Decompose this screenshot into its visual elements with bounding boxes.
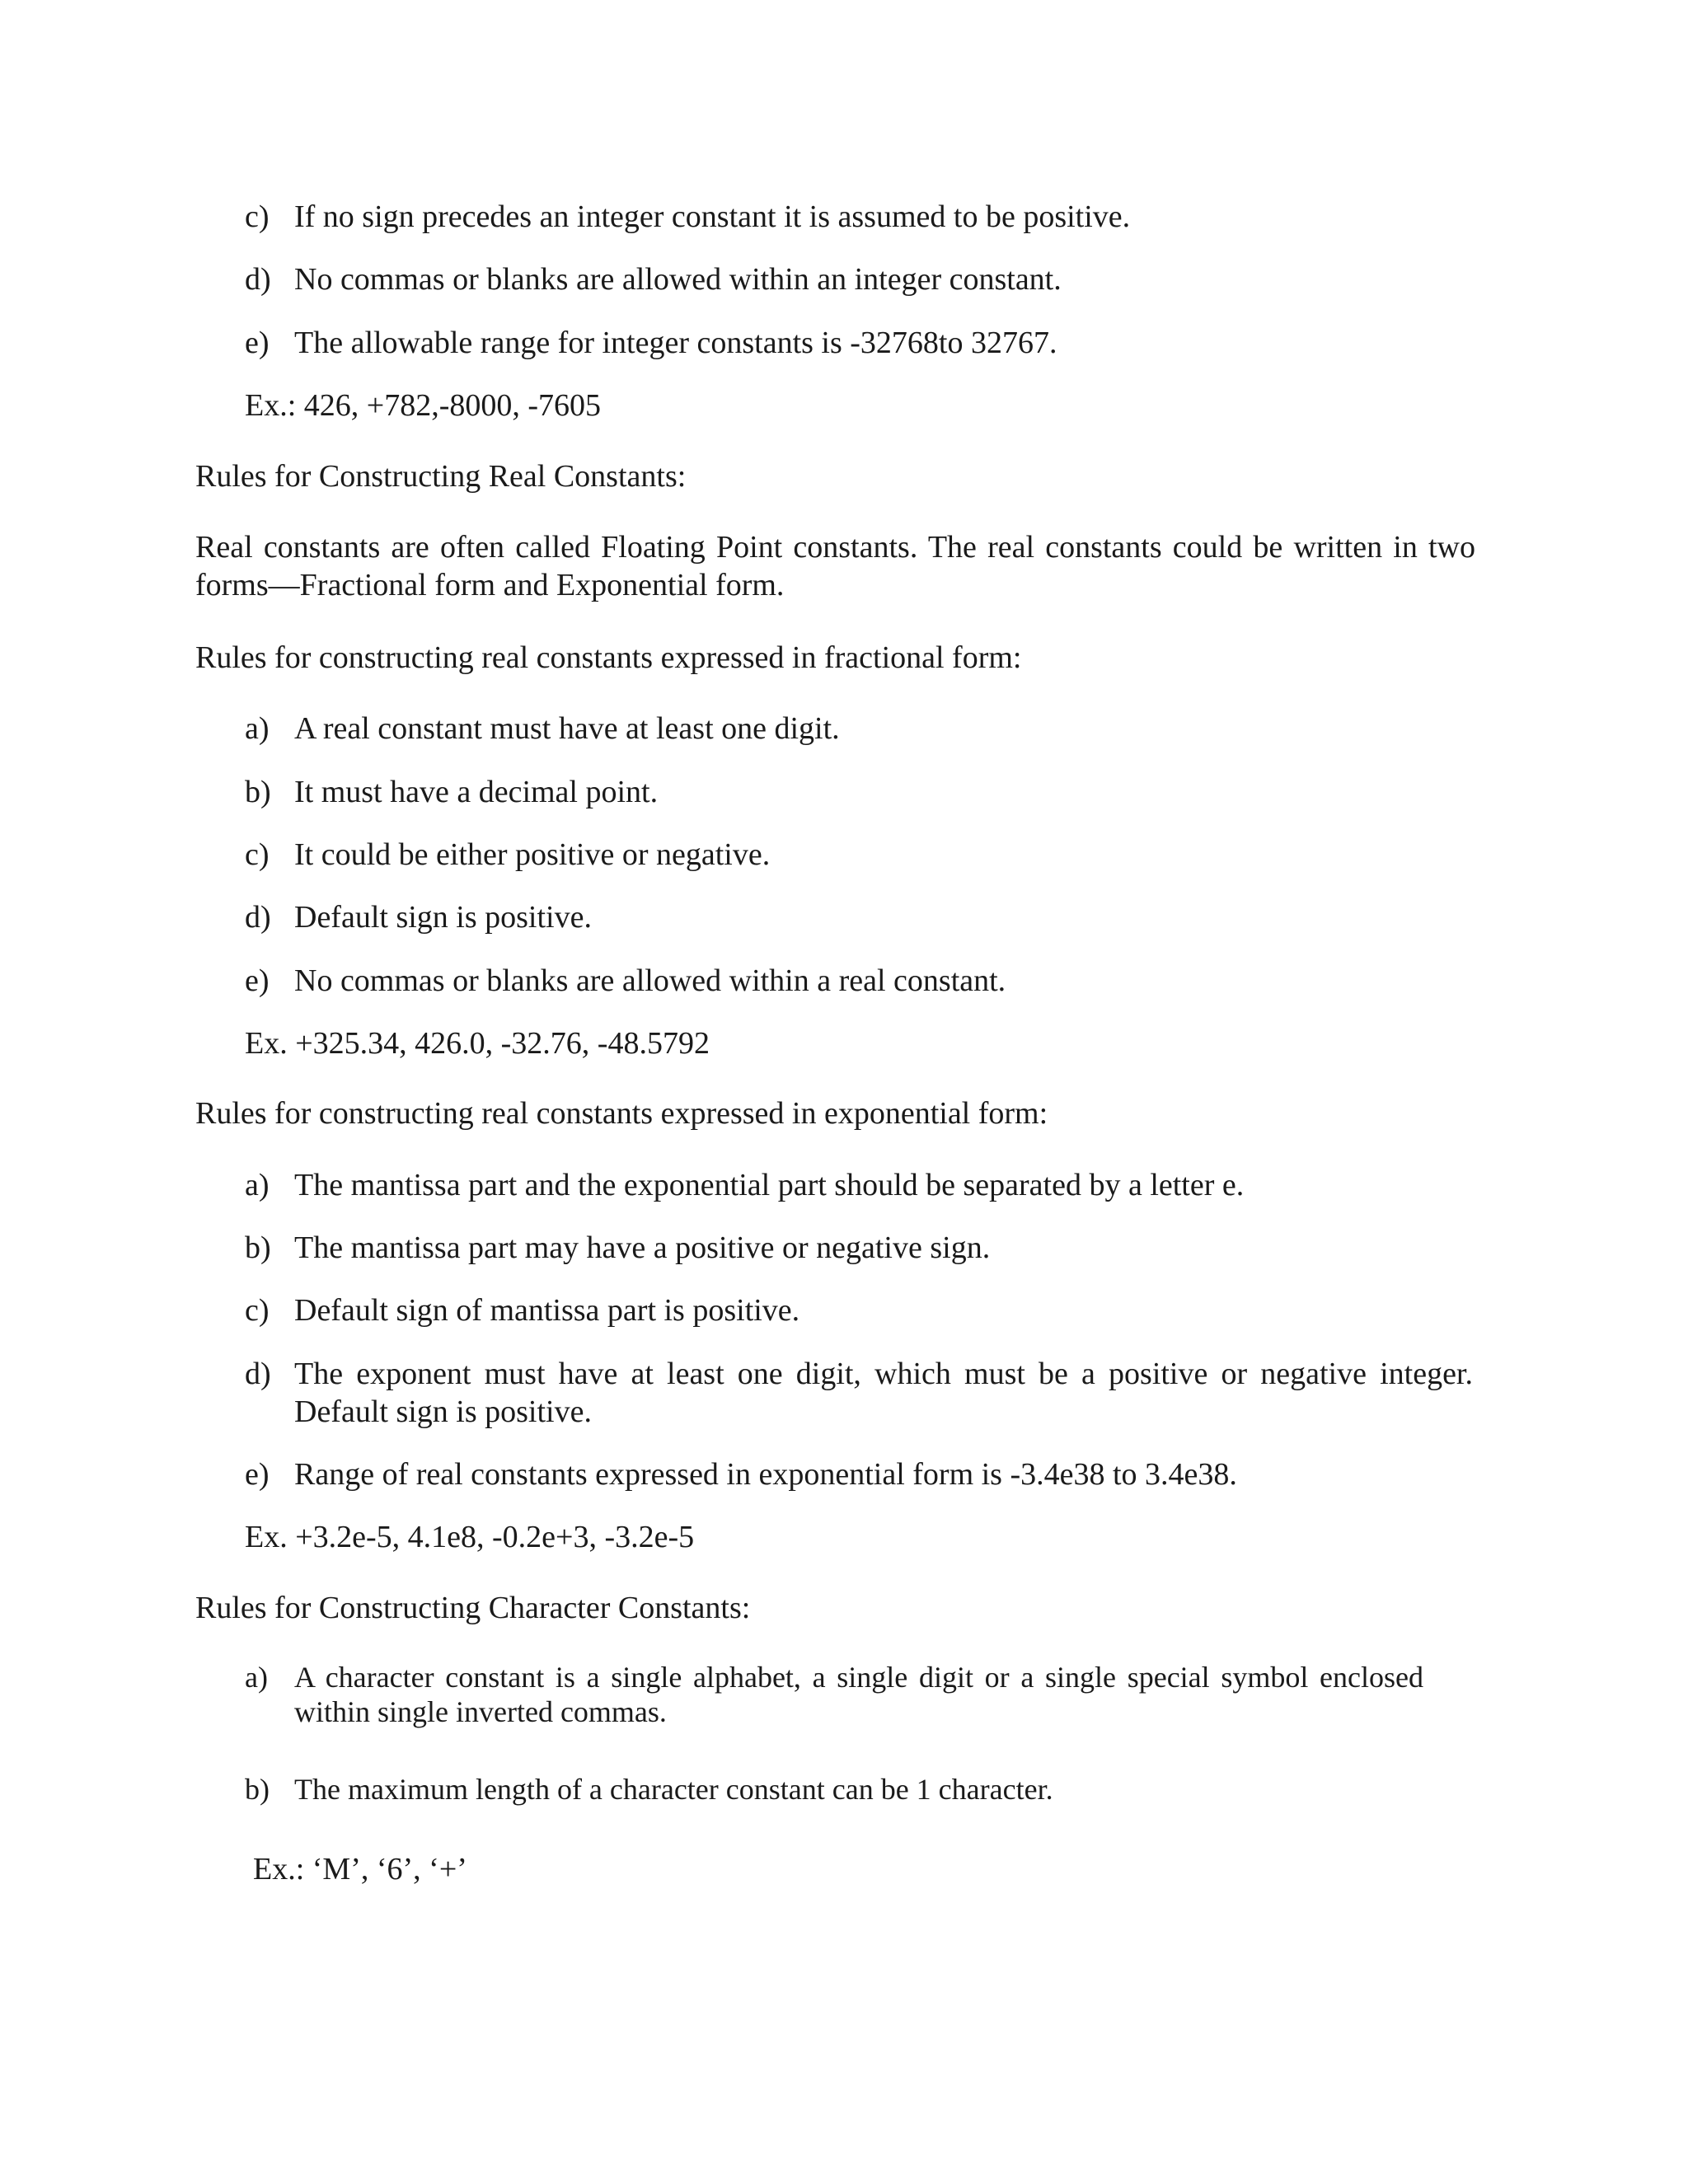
list-marker: d) — [245, 900, 271, 935]
integer-example: Ex.: 426, +782,-8000, -7605 — [245, 388, 602, 423]
list-marker: b) — [245, 1230, 271, 1265]
list-item-text: Default sign is positive. — [294, 900, 592, 935]
list-marker: e) — [245, 326, 270, 360]
list-item-text: The allowable range for integer constants is -32768to 32767. — [294, 326, 1057, 360]
list-marker: e) — [245, 1457, 270, 1492]
list-marker: c) — [245, 837, 270, 872]
list-item-text: It must have a decimal point. — [294, 775, 659, 809]
list-marker: a) — [245, 1661, 268, 1694]
character-example: Ex.: ‘M’, ‘6’, ‘+’ — [253, 1852, 467, 1886]
list-marker: d) — [245, 262, 271, 297]
exponential-form-heading: Rules for constructing real constants expressed in exponential form: — [195, 1096, 1048, 1131]
real-constants-intro: Real constants are often called Floating Point constants. The real constants could be written in two forms—Fractional form and Exponential form. — [195, 530, 1475, 602]
list-item-text: The mantissa part and the exponential part should be separated by a letter e. — [294, 1168, 1245, 1202]
list-item-text: It could be either positive or negative. — [294, 837, 771, 872]
list-marker: a) — [245, 1168, 270, 1202]
list-item-text: Range of real constants expressed in exponential form is -3.4e38 to 3.4e38. — [294, 1457, 1237, 1492]
list-item-text: The maximum length of a character constant can be 1 character. — [294, 1773, 1053, 1806]
list-item-text: The mantissa part may have a positive or negative sign. — [294, 1230, 991, 1265]
real-constants-heading: Rules for Constructing Real Constants: — [195, 459, 687, 494]
list-marker: a) — [245, 711, 270, 746]
list-item-text: The exponent must have at least one digit, which must be a positive or negative integer. Default sign is positive. — [294, 1357, 1473, 1429]
list-marker: d) — [245, 1357, 271, 1391]
list-item-text: No commas or blanks are allowed within a real constant. — [294, 963, 1006, 998]
list-marker: b) — [245, 775, 271, 809]
list-marker: c) — [245, 1293, 270, 1328]
list-item-text: Default sign of mantissa part is positive. — [294, 1293, 800, 1328]
list-item-text: No commas or blanks are allowed within an integer constant. — [294, 262, 1062, 297]
character-constants-heading: Rules for Constructing Character Constants: — [195, 1591, 751, 1625]
exponential-example: Ex. +3.2e-5, 4.1e8, -0.2e+3, -3.2e-5 — [245, 1520, 695, 1554]
fractional-example: Ex. +325.34, 426.0, -32.76, -48.5792 — [245, 1026, 710, 1061]
fractional-form-heading: Rules for constructing real constants expressed in fractional form: — [195, 640, 1022, 675]
list-item-text: A character constant is a single alphabet, a single digit or a single special symbol enclosed within single inverted commas. — [294, 1661, 1423, 1728]
list-item-text: A real constant must have at least one digit. — [294, 711, 840, 746]
list-marker: e) — [245, 963, 270, 998]
list-marker: c) — [245, 199, 270, 234]
list-item-text: If no sign precedes an integer constant it is assumed to be positive. — [294, 199, 1131, 234]
list-marker: b) — [245, 1773, 270, 1806]
